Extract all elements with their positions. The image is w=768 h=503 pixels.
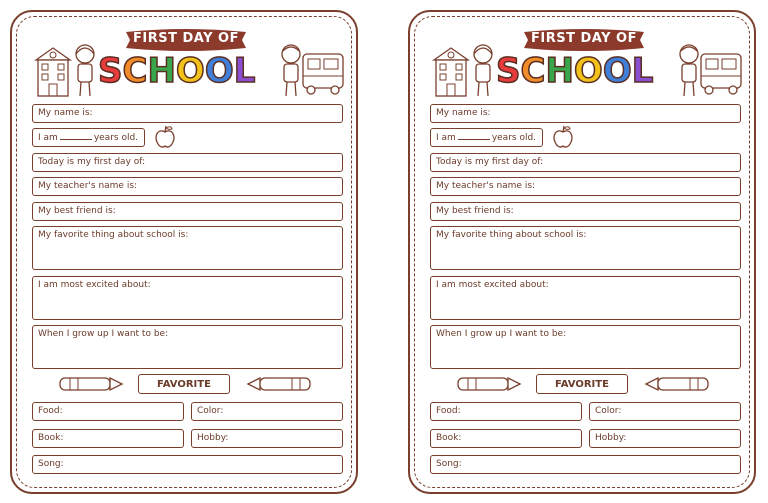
first-day-field[interactable]	[430, 153, 741, 172]
excited-field[interactable]	[430, 276, 741, 320]
food-field[interactable]	[32, 402, 184, 421]
best-friend-label: My best friend is:	[436, 206, 514, 216]
favorite-thing-label: My favorite thing about school is:	[38, 230, 189, 240]
title-letter: O	[175, 51, 205, 91]
first-day-field[interactable]	[32, 153, 343, 172]
song-field[interactable]	[430, 455, 741, 474]
name-label: My name is:	[38, 108, 93, 118]
worksheet-right	[408, 10, 756, 494]
pencil-icon	[644, 376, 710, 392]
best-friend-field[interactable]	[430, 202, 741, 221]
title-letter: L	[233, 51, 256, 91]
name-field[interactable]	[430, 104, 741, 123]
age-label: I am years old.	[38, 133, 139, 143]
title-letter: H	[545, 51, 574, 91]
excited-label: I am most excited about:	[38, 280, 151, 290]
apple-icon	[550, 124, 576, 150]
first-day-label: Today is my first day of:	[436, 157, 544, 167]
teacher-label: My teacher's name is:	[38, 181, 138, 191]
color-label: Color:	[595, 406, 622, 416]
first-day-label: Today is my first day of:	[38, 157, 146, 167]
food-label: Food:	[38, 406, 63, 416]
school-title	[496, 49, 653, 93]
favorite-thing-field[interactable]	[430, 226, 741, 270]
age-field[interactable]	[32, 128, 145, 147]
grow-up-field[interactable]	[430, 325, 741, 369]
favorite-section	[410, 372, 754, 396]
school-bus-icon	[698, 48, 744, 98]
title-letter: S	[98, 51, 123, 91]
pencil-icon	[456, 376, 522, 392]
food-field[interactable]	[430, 402, 582, 421]
grow-up-field[interactable]	[32, 325, 343, 369]
color-label: Color:	[197, 406, 224, 416]
grow-up-label: When I grow up I want to be:	[38, 329, 169, 339]
worksheet-left	[10, 10, 358, 494]
title-letter: C	[520, 51, 546, 91]
hobby-field[interactable]	[589, 429, 741, 448]
hobby-field[interactable]	[191, 429, 343, 448]
book-field[interactable]	[32, 429, 184, 448]
girl-student-icon	[70, 42, 100, 100]
title-letter: C	[122, 51, 148, 91]
title-letter: H	[147, 51, 176, 91]
favorite-heading: FAVORITE	[138, 374, 230, 394]
favorite-thing-field[interactable]	[32, 226, 343, 270]
title-letter: O	[204, 51, 234, 91]
school-building-icon	[430, 42, 472, 98]
name-field[interactable]	[32, 104, 343, 123]
teacher-label: My teacher's name is:	[436, 181, 536, 191]
best-friend-field[interactable]	[32, 202, 343, 221]
favorite-section	[12, 372, 356, 396]
name-label: My name is:	[436, 108, 491, 118]
girl-student-icon	[468, 42, 498, 100]
color-field[interactable]	[589, 402, 741, 421]
excited-label: I am most excited about:	[436, 280, 549, 290]
age-field[interactable]	[430, 128, 543, 147]
grow-up-label: When I grow up I want to be:	[436, 329, 567, 339]
title-letter: O	[573, 51, 603, 91]
book-label: Book:	[436, 433, 462, 443]
book-field[interactable]	[430, 429, 582, 448]
pencil-icon	[246, 376, 312, 392]
color-field[interactable]	[191, 402, 343, 421]
hobby-label: Hobby:	[197, 433, 229, 443]
teacher-field[interactable]	[430, 177, 741, 196]
title-letter: S	[496, 51, 521, 91]
book-label: Book:	[38, 433, 64, 443]
school-building-icon	[32, 42, 74, 98]
banner-title: FIRST DAY OF	[531, 31, 637, 46]
song-label: Song:	[436, 459, 462, 469]
pencil-icon	[58, 376, 124, 392]
school-title	[98, 49, 255, 93]
teacher-field[interactable]	[32, 177, 343, 196]
excited-field[interactable]	[32, 276, 343, 320]
apple-icon	[152, 124, 178, 150]
food-label: Food:	[436, 406, 461, 416]
song-field[interactable]	[32, 455, 343, 474]
age-label: I am years old.	[436, 133, 537, 143]
best-friend-label: My best friend is:	[38, 206, 116, 216]
hobby-label: Hobby:	[595, 433, 627, 443]
favorite-heading: FAVORITE	[536, 374, 628, 394]
title-letter: L	[631, 51, 654, 91]
favorite-thing-label: My favorite thing about school is:	[436, 230, 587, 240]
title-letter: O	[602, 51, 632, 91]
school-bus-icon	[300, 48, 346, 98]
banner-title: FIRST DAY OF	[133, 31, 239, 46]
song-label: Song:	[38, 459, 64, 469]
